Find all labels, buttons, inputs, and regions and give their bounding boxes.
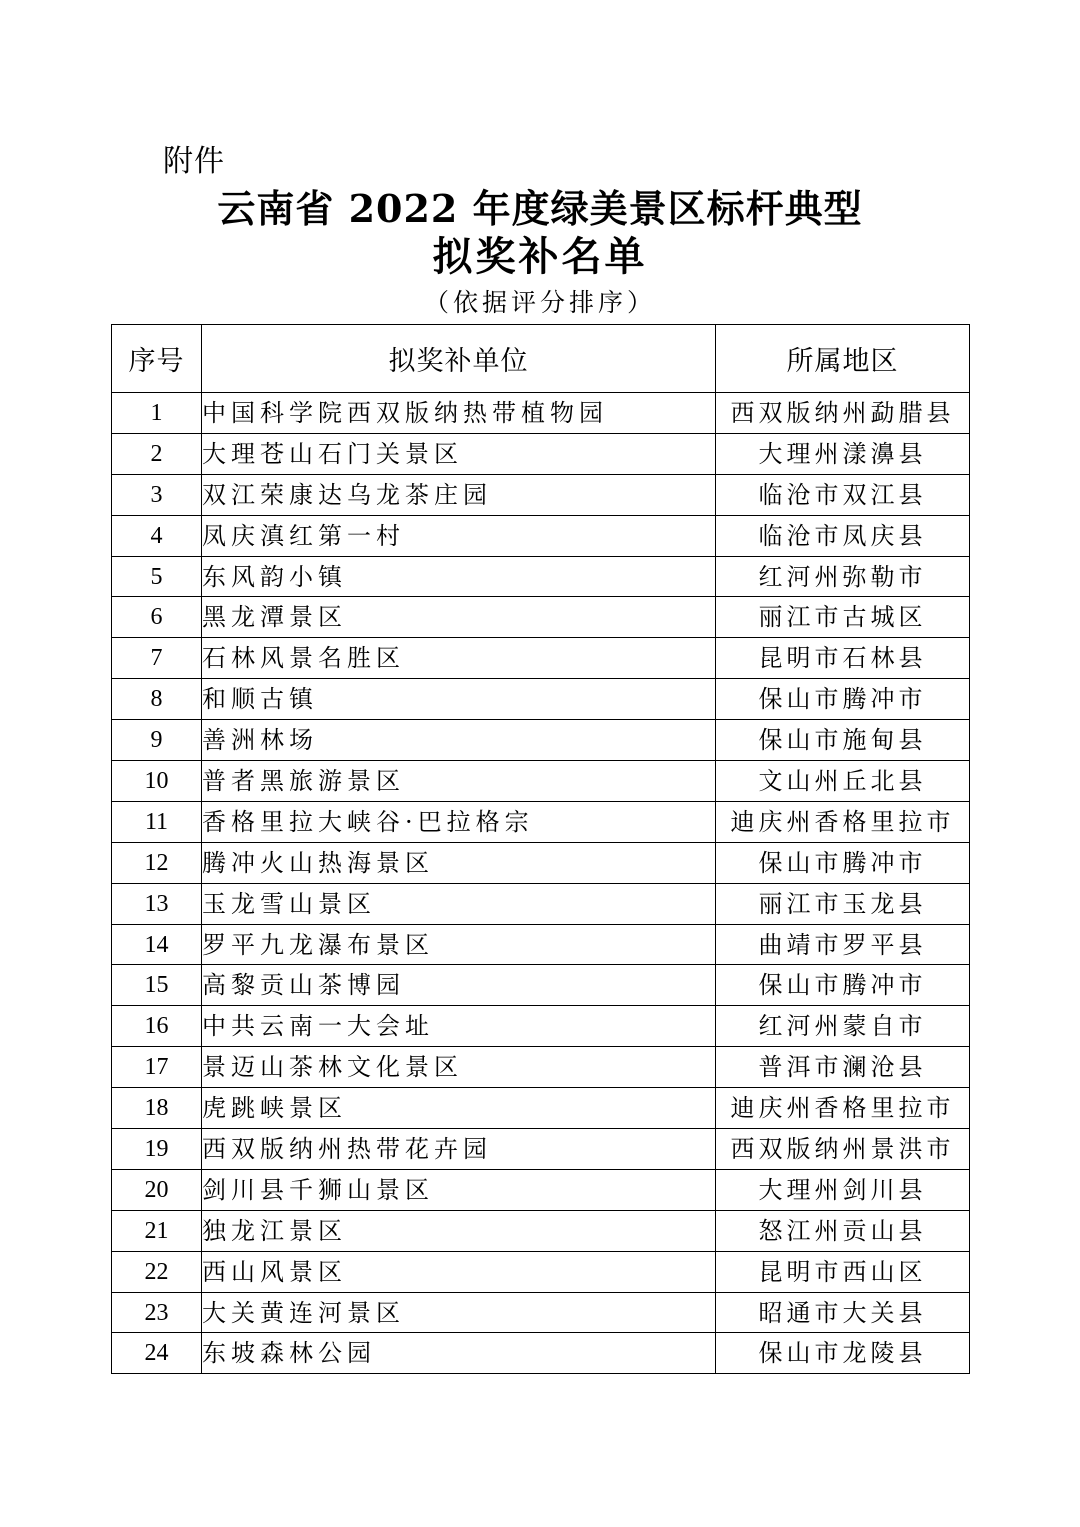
row-unit-cell: 大理苍山石门关景区 [202,433,716,474]
row-index-cell: 8 [112,679,202,720]
row-unit-cell: 虎跳峡景区 [202,1088,716,1129]
row-unit-cell: 东风韵小镇 [202,556,716,597]
table-row [112,638,970,679]
row-unit-cell: 中共云南一大会址 [202,1006,716,1047]
row-region-cell: 大理州剑川县 [716,1169,970,1210]
row-unit-cell: 独龙江景区 [202,1210,716,1251]
row-region-cell: 临沧市双江县 [716,474,970,515]
table-row [112,1210,970,1251]
row-index-cell: 15 [112,965,202,1006]
row-unit-cell: 西山风景区 [202,1251,716,1292]
table-row [112,801,970,842]
row-unit-cell: 景迈山茶林文化景区 [202,1047,716,1088]
row-unit-cell: 中国科学院西双版纳热带植物园 [202,393,716,434]
row-index-cell: 4 [112,515,202,556]
table-row [112,393,970,434]
row-index-cell: 20 [112,1169,202,1210]
row-index-cell: 9 [112,720,202,761]
row-unit-cell: 西双版纳州热带花卉园 [202,1129,716,1170]
row-region-cell: 西双版纳州景洪市 [716,1129,970,1170]
row-region-cell: 丽江市玉龙县 [716,883,970,924]
row-unit-cell: 香格里拉大峡谷·巴拉格宗 [202,801,716,842]
document-subtitle: （依据评分排序） [423,288,656,317]
row-index-cell: 2 [112,433,202,474]
row-region-cell: 保山市施甸县 [716,720,970,761]
row-unit-cell: 凤庆滇红第一村 [202,515,716,556]
row-region-cell: 文山州丘北县 [716,761,970,802]
table-row [112,1006,970,1047]
row-region-cell: 曲靖市罗平县 [716,924,970,965]
table-row [112,924,970,965]
document-title-line-1: 云南省 2022 年度绿美景区标杆典型 [217,186,863,231]
row-region-cell: 红河州蒙自市 [716,1006,970,1047]
table-row [112,1047,970,1088]
table-row [112,1169,970,1210]
row-index-cell: 21 [112,1210,202,1251]
row-unit-cell: 石林风景名胜区 [202,638,716,679]
row-index-cell: 19 [112,1129,202,1170]
row-region-cell: 迪庆州香格里拉市 [716,1088,970,1129]
row-region-cell: 丽江市古城区 [716,597,970,638]
row-region-cell: 昆明市西山区 [716,1251,970,1292]
table-row [112,1333,970,1374]
table-row [112,474,970,515]
row-index-cell: 22 [112,1251,202,1292]
row-region-cell: 普洱市澜沧县 [716,1047,970,1088]
row-unit-cell: 罗平九龙瀑布景区 [202,924,716,965]
attachment-label: 附件 [163,144,225,179]
table-row [112,433,970,474]
row-unit-cell: 大关黄连河景区 [202,1292,716,1333]
table-row [112,679,970,720]
row-index-cell: 14 [112,924,202,965]
header-unit: 拟奖补单位 [202,325,716,393]
row-region-cell: 迪庆州香格里拉市 [716,801,970,842]
row-index-cell: 23 [112,1292,202,1333]
table-row [112,1292,970,1333]
row-unit-cell: 和顺古镇 [202,679,716,720]
row-unit-cell: 剑川县千狮山景区 [202,1169,716,1210]
header-region: 所属地区 [716,325,970,393]
row-region-cell: 保山市龙陵县 [716,1333,970,1374]
table-row [112,1129,970,1170]
row-index-cell: 12 [112,842,202,883]
row-unit-cell: 双江荣康达乌龙茶庄园 [202,474,716,515]
row-region-cell: 临沧市凤庆县 [716,515,970,556]
row-index-cell: 16 [112,1006,202,1047]
row-index-cell: 1 [112,393,202,434]
row-unit-cell: 黑龙潭景区 [202,597,716,638]
row-region-cell: 保山市腾冲市 [716,842,970,883]
table-body [112,393,970,1374]
row-unit-cell: 高黎贡山茶博园 [202,965,716,1006]
table-row [112,842,970,883]
row-index-cell: 17 [112,1047,202,1088]
row-region-cell: 红河州弥勒市 [716,556,970,597]
row-index-cell: 10 [112,761,202,802]
row-region-cell: 昭通市大关县 [716,1292,970,1333]
row-region-cell: 保山市腾冲市 [716,679,970,720]
row-index-cell: 3 [112,474,202,515]
row-region-cell: 保山市腾冲市 [716,965,970,1006]
row-index-cell: 24 [112,1333,202,1374]
row-index-cell: 18 [112,1088,202,1129]
row-unit-cell: 善洲林场 [202,720,716,761]
header-index: 序号 [112,325,202,393]
row-unit-cell: 普者黑旅游景区 [202,761,716,802]
table-row [112,1251,970,1292]
award-list-table [111,324,970,1374]
table-row [112,556,970,597]
row-region-cell: 大理州漾濞县 [716,433,970,474]
row-region-cell: 西双版纳州勐腊县 [716,393,970,434]
row-unit-cell: 玉龙雪山景区 [202,883,716,924]
table-row [112,965,970,1006]
row-index-cell: 6 [112,597,202,638]
row-index-cell: 5 [112,556,202,597]
row-unit-cell: 腾冲火山热海景区 [202,842,716,883]
row-index-cell: 7 [112,638,202,679]
table-row [112,720,970,761]
table-row [112,1088,970,1129]
table-row [112,761,970,802]
table-row [112,883,970,924]
row-region-cell: 怒江州贡山县 [716,1210,970,1251]
row-region-cell: 昆明市石林县 [716,638,970,679]
document-title-line-2: 拟奖补名单 [432,233,648,280]
table-row [112,515,970,556]
row-unit-cell: 东坡森林公园 [202,1333,716,1374]
table-row [112,597,970,638]
table-header-row [112,325,970,393]
row-index-cell: 13 [112,883,202,924]
row-index-cell: 11 [112,801,202,842]
